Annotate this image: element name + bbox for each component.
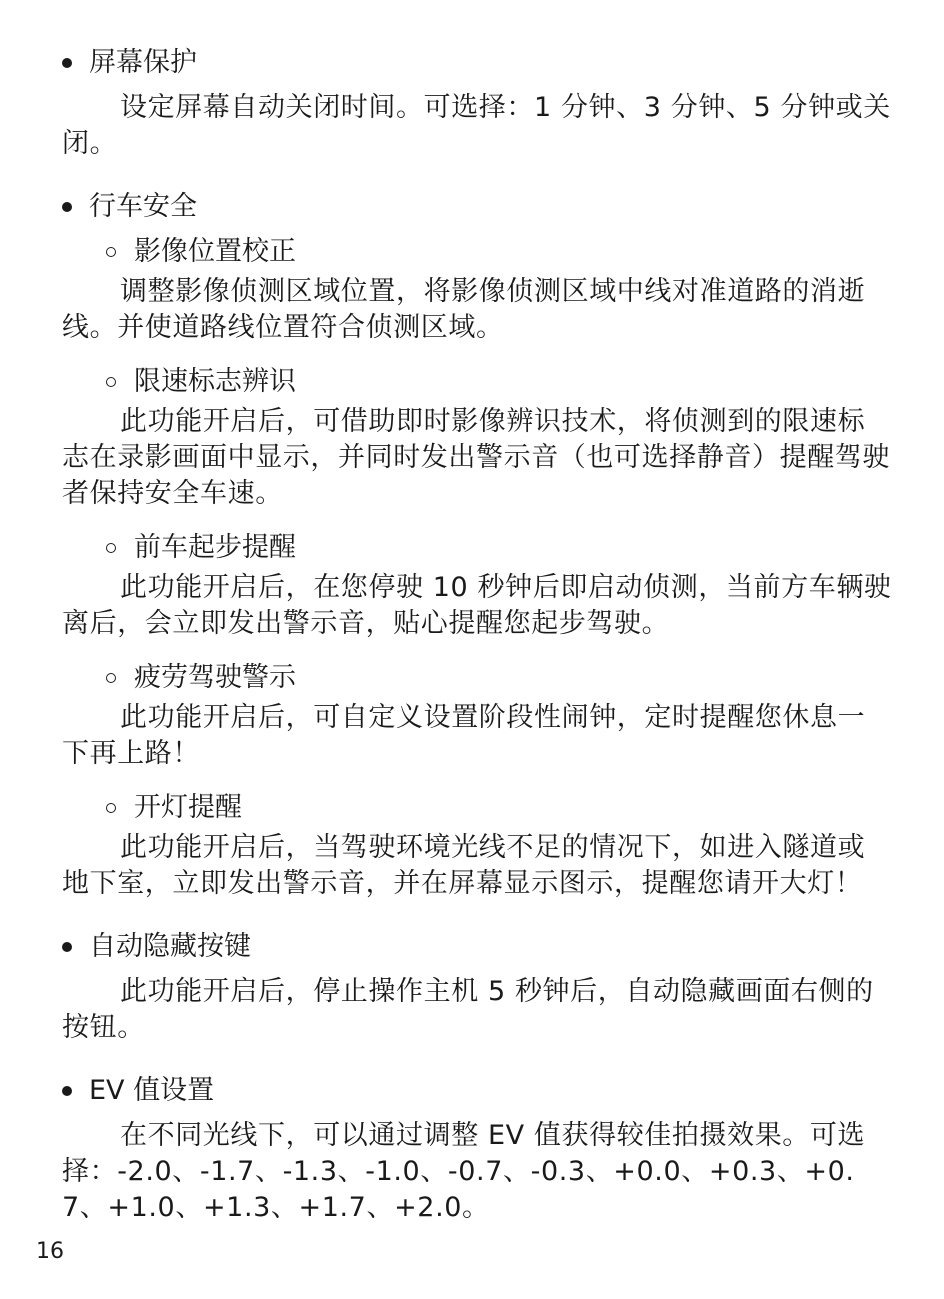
- section-title: 行车安全: [89, 191, 197, 222]
- section-title: 自动隐藏按键: [89, 931, 251, 962]
- subsection-heading: [62, 230, 892, 274]
- subsection-paragraph: 此功能开启后，在您停驶 10 秒钟后即启动侦测，当前方车辆驶离后，会立即发出警示音，贴心提醒您起步驾驶。: [62, 572, 892, 639]
- bullet-dot-icon: [62, 58, 72, 68]
- subsection-title: 开灯提醒: [134, 792, 242, 823]
- subsection-heading: [62, 656, 892, 700]
- page-number: 16: [36, 1239, 64, 1264]
- subsection-heading: [62, 786, 892, 830]
- subsection-heading: [62, 526, 892, 570]
- manual-page: [62, 40, 892, 1226]
- subsection-heading: [62, 360, 892, 404]
- section-paragraph: 在不同光线下，可以通过调整 EV 值获得较佳拍摄效果。可选择：-2.0、-1.7、-1.3、-1.0、-0.7、-0.3、+0.0、+0.3、+0.7、+1.0、+1.3、+1.7、+2.0。: [62, 1120, 866, 1223]
- section-driving-safety: [62, 184, 892, 902]
- subsection-paragraph: 此功能开启后，可自定义设置阶段性闹钟，定时提醒您休息一下再上路！: [62, 702, 866, 769]
- circle-bullet-icon: [106, 803, 116, 813]
- section-paragraph: 设定屏幕自动关闭时间。可选择：1 分钟、3 分钟、5 分钟或关闭。: [62, 92, 891, 159]
- section-title: EV 值设置: [89, 1075, 215, 1106]
- circle-bullet-icon: [106, 543, 116, 553]
- subsection-paragraph: 调整影像侦测区域位置，将影像侦测区域中线对准道路的消逝线。并使道路线位置符合侦测区域。: [62, 276, 866, 343]
- section-heading: [62, 184, 892, 230]
- subsection-title: 限速标志辨识: [134, 366, 296, 397]
- subsection-title: 疲劳驾驶警示: [134, 662, 296, 693]
- subsection-title: 影像位置校正: [134, 236, 296, 267]
- section-heading: [62, 924, 892, 970]
- bullet-dot-icon: [62, 1086, 72, 1096]
- circle-bullet-icon: [106, 247, 116, 257]
- section-auto-hide: [62, 924, 892, 1046]
- circle-bullet-icon: [106, 673, 116, 683]
- section-title: 屏幕保护: [89, 47, 197, 78]
- section-ev: [62, 1068, 892, 1226]
- section-heading: [62, 40, 892, 86]
- subsection-paragraph: 此功能开启后，当驾驶环境光线不足的情况下，如进入隧道或地下室，立即发出警示音，并在屏幕显示图示，提醒您请开大灯！: [62, 832, 866, 899]
- section-screensaver: [62, 40, 892, 162]
- section-heading: [62, 1068, 892, 1114]
- subsection-paragraph: 此功能开启后，可借助即时影像辨识技术，将侦测到的限速标志在录影画面中显示，并同时发出警示音（也可选择静音）提醒驾驶者保持安全车速。: [62, 406, 890, 509]
- section-paragraph: 此功能开启后，停止操作主机 5 秒钟后，自动隐藏画面右侧的按钮。: [62, 976, 874, 1043]
- bullet-dot-icon: [62, 202, 72, 212]
- subsection-title: 前车起步提醒: [134, 532, 296, 563]
- bullet-dot-icon: [62, 942, 72, 952]
- circle-bullet-icon: [106, 377, 116, 387]
